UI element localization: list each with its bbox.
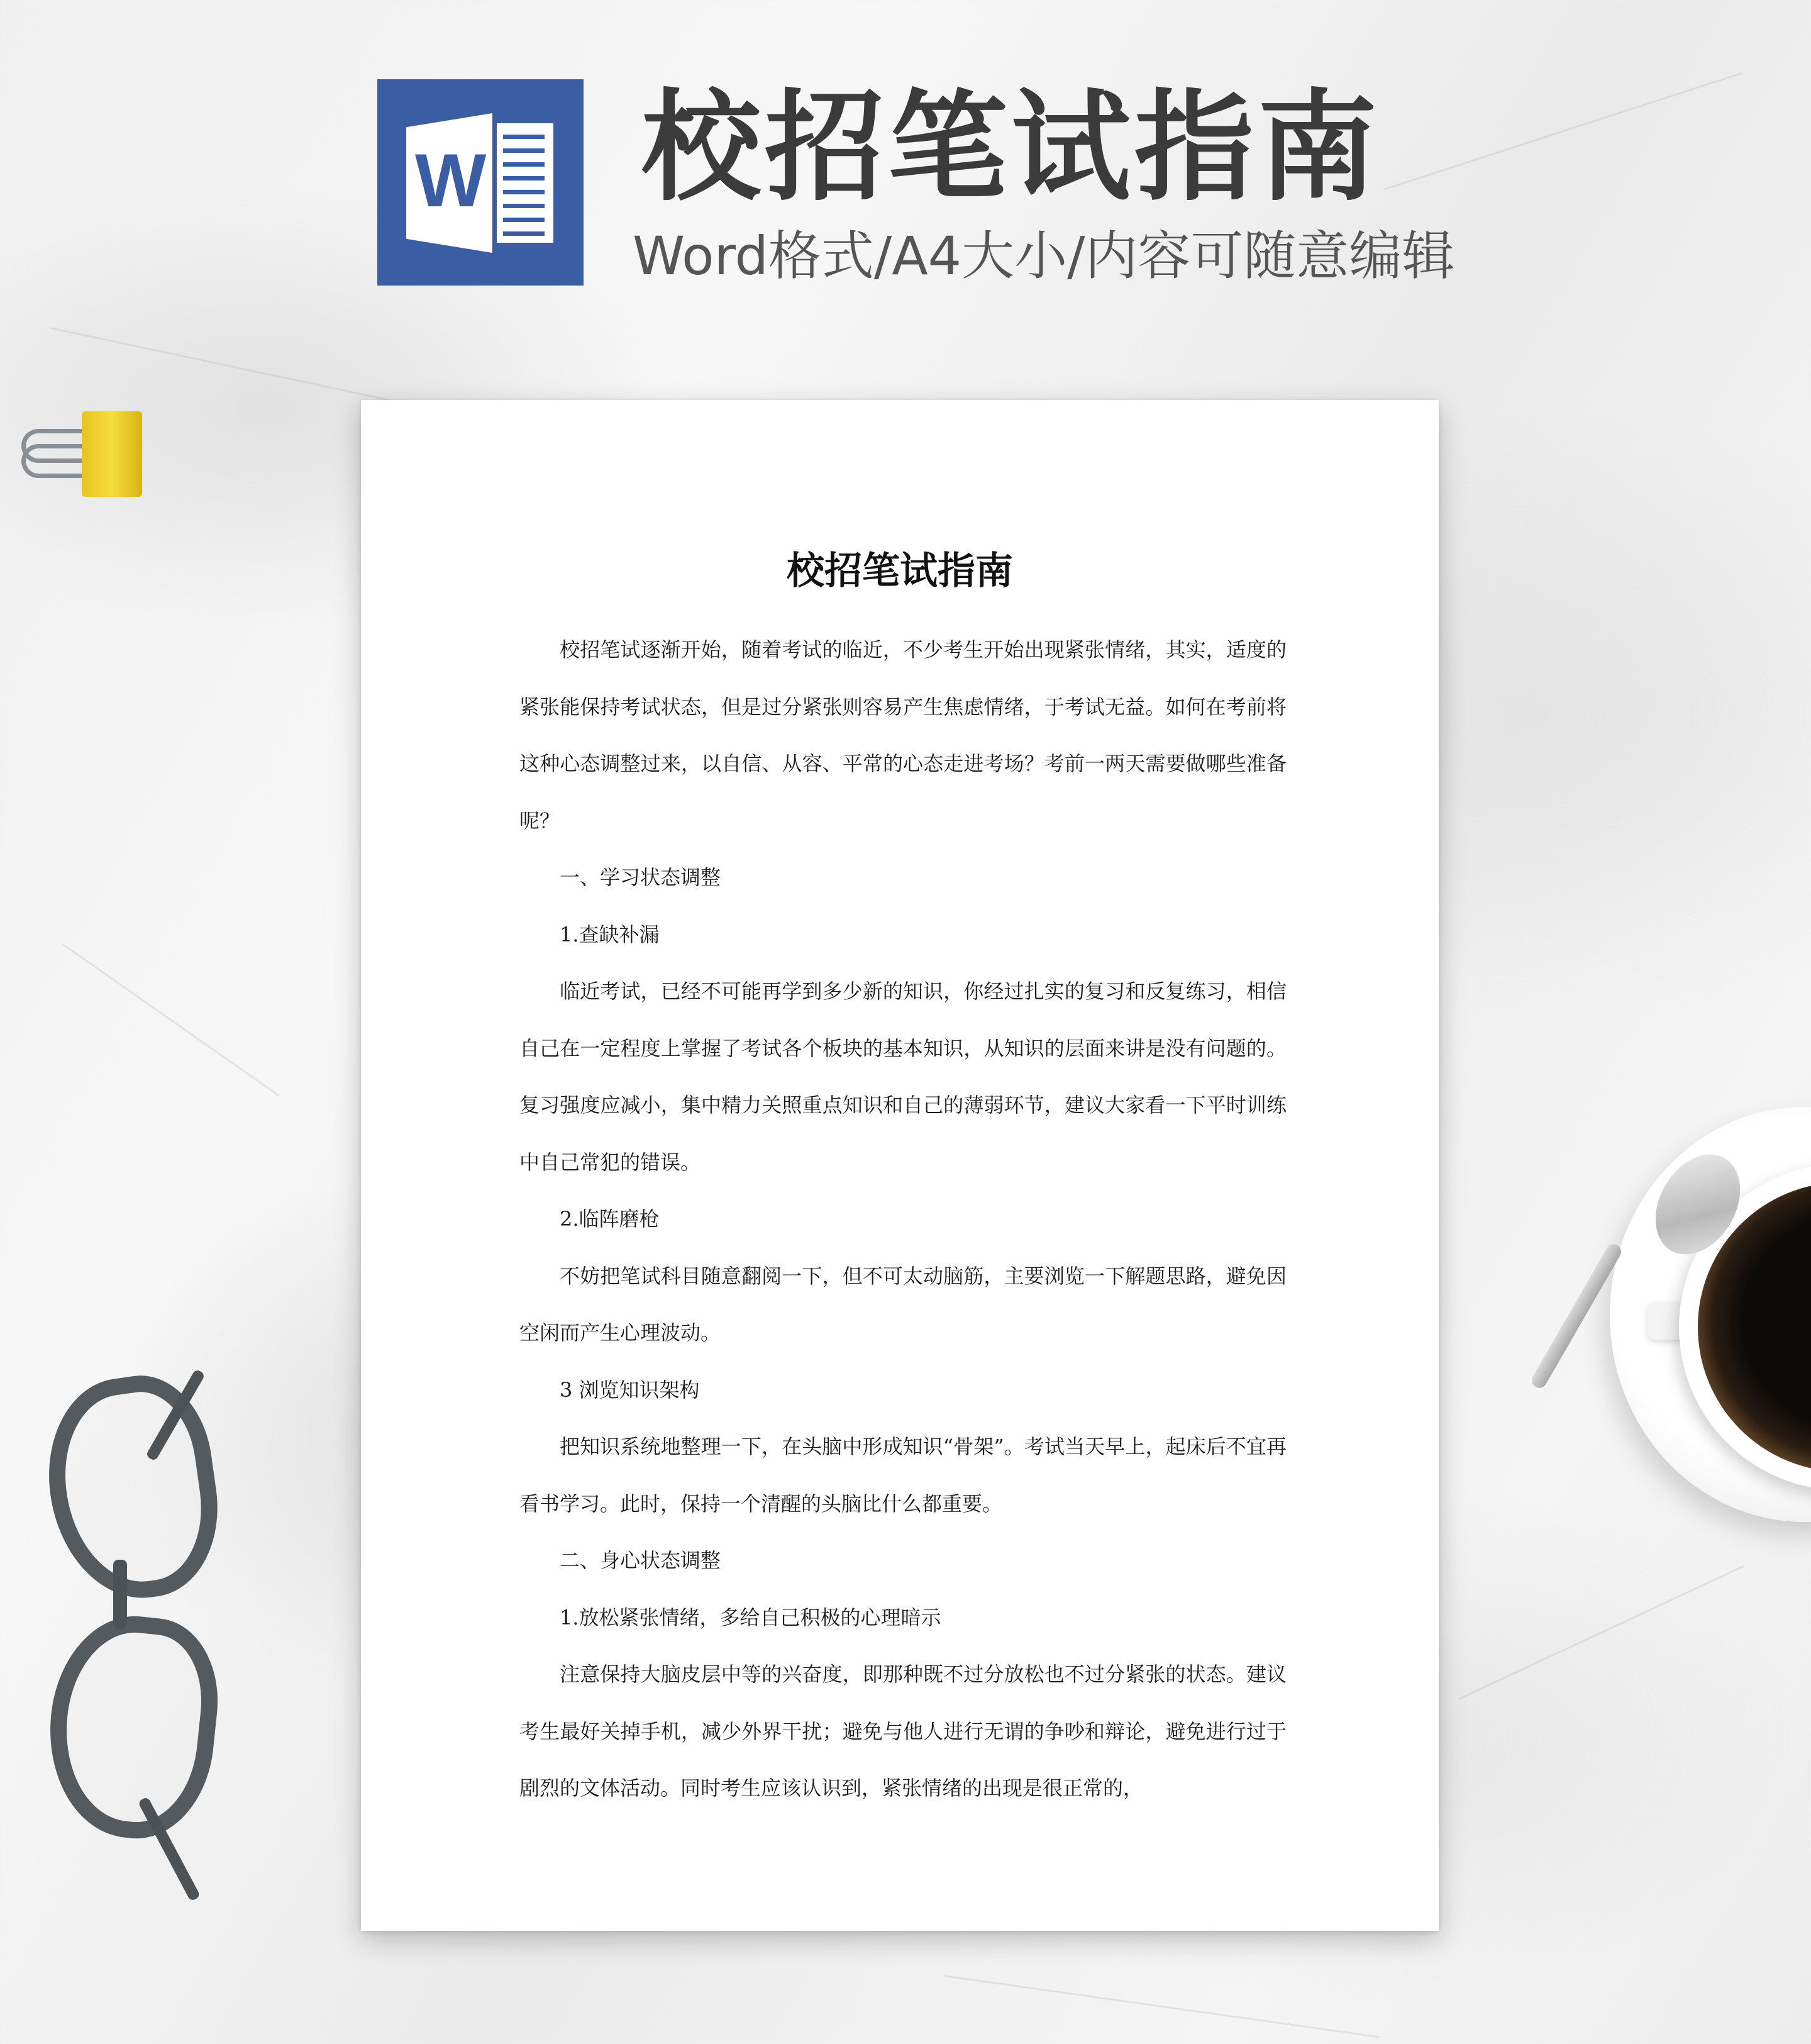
marble-vein xyxy=(943,1975,1380,2038)
document-paragraph: 把知识系统地整理一下，在头脑中形成知识“骨架”。考试当天早上，起床后不宜再看书学习。此时，保持一个清醒的头脑比什么都重要。 xyxy=(519,1435,1287,1516)
document-page xyxy=(361,400,1439,1931)
marble-vein xyxy=(62,943,280,1096)
document-title: 校招笔试指南 xyxy=(787,549,1013,593)
marble-vein xyxy=(1458,1565,1744,1700)
glasses-decoration xyxy=(25,1352,252,1918)
page-title: 校招笔试指南 xyxy=(641,78,1382,217)
word-icon-lines xyxy=(497,123,553,243)
document-body xyxy=(519,621,1287,1817)
binder-clip xyxy=(19,403,132,503)
word-icon xyxy=(377,79,584,286)
document-subheading: 1.放松紧张情绪，多给自己积极的心理暗示 xyxy=(560,1605,941,1630)
page-subtitle: Word格式/A4大小/内容可随意编辑 xyxy=(633,225,1455,287)
document-heading: 一、学习状态调整 xyxy=(560,865,721,889)
document-subheading: 3 浏览知识架构 xyxy=(560,1377,700,1402)
word-icon-letter: W xyxy=(415,138,487,223)
document-paragraph: 临近考试，已经不可能再学到多少新的知识，你经过扎实的复习和反复练习，相信自己在一定程度上掌握了考试各个板块的基本知识，从知识的层面来讲是没有问题的。复习强度应减小，集中精力关照重点知识和自己的薄弱环节，建议大家看一下平时训练中自己常犯的错误。 xyxy=(519,979,1287,1174)
document-subheading: 2.临阵磨枪 xyxy=(560,1207,660,1231)
document-paragraph: 校招笔试逐渐开始，随着考试的临近，不少考生开始出现紧张情绪，其实，适度的紧张能保持考试状态，但是过分紧张则容易产生焦虑情绪，于考试无益。如何在考前将这种心态调整过来，以自信、从容、平常的心态走进考场？考前一两天需要做哪些准备呢？ xyxy=(519,638,1287,833)
marble-vein xyxy=(1383,72,1743,191)
document-paragraph: 注意保持大脑皮层中等的兴奋度，即那种既不过分放松也不过分紧张的状态。建议考生最好关掉手机，减少外界干扰；避免与他人进行无谓的争吵和辩论，避免进行过于剧烈的文体活动。同时考生应该认识到，紧张情绪的出现是很正常的， xyxy=(519,1662,1287,1800)
document-subheading: 1.查缺补漏 xyxy=(560,922,660,947)
document-paragraph: 不妨把笔试科目随意翻阅一下，但不可太动脑筋，主要浏览一下解题思路，避免因空闲而产生心理波动。 xyxy=(519,1264,1287,1345)
document-heading: 二、身心状态调整 xyxy=(560,1548,721,1572)
